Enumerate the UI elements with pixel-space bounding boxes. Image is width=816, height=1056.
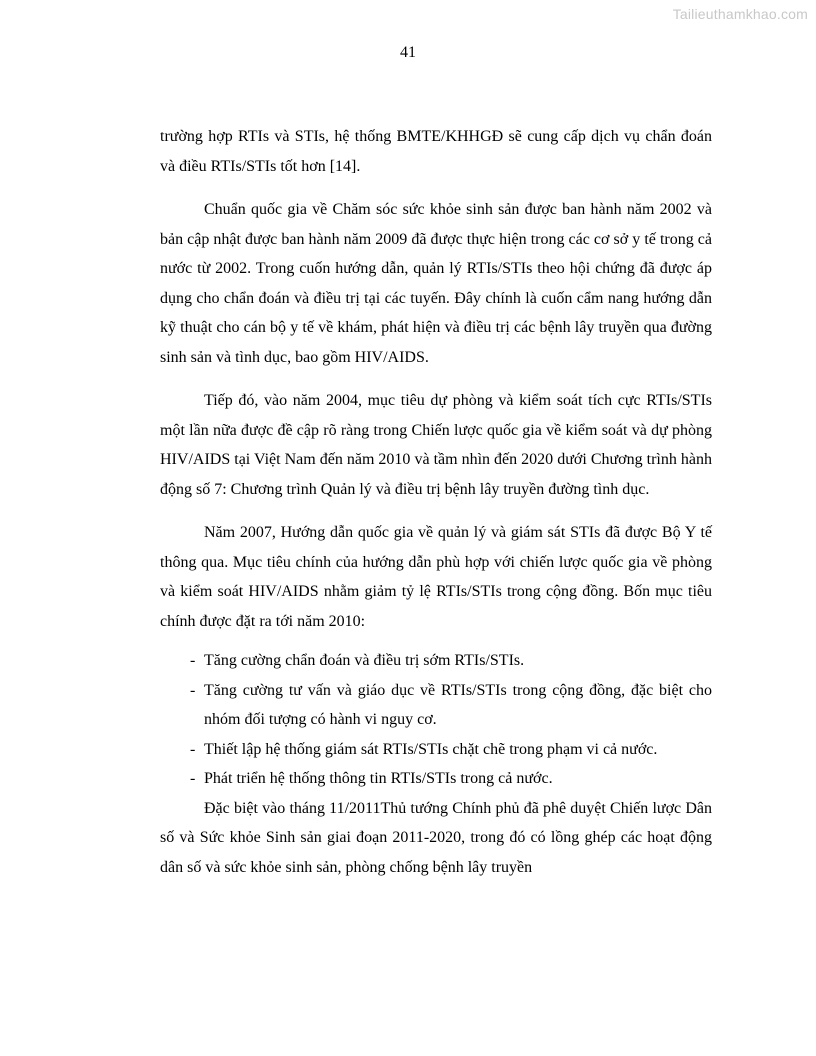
paragraph-4: Năm 2007, Hướng dẫn quốc gia về quản lý và giám sát STIs đã được Bộ Y tế thông qua. Mục tiêu chính của hướng dẫn phù hợp với chiến lược quốc gia về phòng và kiểm soát HIV/AIDS nhằm giảm tỷ lệ RTIs/STIs trong cộng đồng. Bốn mục tiêu chính được đặt ra tới năm 2010: [160,524,712,630]
list-item [160,646,712,676]
list-dash: - [190,770,196,787]
list-item-text: Tăng cường chẩn đoán và điều trị sớm RTIs/STIs. [204,652,525,669]
list-item-text: Phát triển hệ thống thông tin RTIs/STIs trong cả nước. [204,770,553,787]
list-item-text: Thiết lập hệ thống giám sát RTIs/STIs chặt chẽ trong phạm vi cả nước. [204,740,658,758]
list-dash: - [190,740,196,758]
list-item [160,676,712,735]
document-body [160,122,712,896]
list-item [160,735,712,765]
watermark: Tailieuthamkhao.com [672,6,808,22]
list-dash: - [190,652,196,669]
page-number: 41 [400,44,416,61]
paragraph-3: Tiếp đó, vào năm 2004, mục tiêu dự phòng và kiểm soát tích cực RTIs/STIs một lần nữa được đề cập rõ ràng trong Chiến lược quốc gia về kiểm soát và dự phòng HIV/AIDS tại Việt Nam đến năm 2010 và tầm nhìn đến 2020 dưới Chương trình hành động số 7: Chương trình Quản lý và điều trị bệnh lây truyền đường tình dục. [160,392,712,498]
paragraph-5: Đặc biệt vào tháng 11/2011Thủ tướng Chính phủ đã phê duyệt Chiến lược Dân số và Sức khỏe Sinh sản giai đoạn 2011-2020, trong đó có lồng ghép các hoạt động dân số và sức khỏe sinh sản, phòng chống bệnh lây truyền [160,799,712,876]
list-dash: - [190,681,196,699]
objectives-list [160,646,712,794]
list-item [160,764,712,794]
paragraph-1: trường hợp RTIs và STIs, hệ thống BMTE/KHHGĐ sẽ cung cấp dịch vụ chẩn đoán và điều RTIs/STIs tốt hơn [14]. [160,128,712,175]
list-item-text: Tăng cường tư vấn và giáo dục về RTIs/STIs trong cộng đồng, đặc biệt cho nhóm đối tượng có hành vi nguy cơ. [204,681,712,728]
paragraph-2: Chuẩn quốc gia về Chăm sóc sức khỏe sinh sản được ban hành năm 2002 và bản cập nhật được ban hành năm 2009 đã được thực hiện trong các cơ sở y tế trong cả nước từ 2002. Trong cuốn hướng dẫn, quản lý RTIs/STIs theo hội chứng đã được áp dụng cho chẩn đoán và điều trị tại các tuyến. Đây chính là cuốn cẩm nang hướng dẫn kỹ thuật cho cán bộ y tế về khám, phát hiện và điều trị các bệnh lây truyền qua đường sinh sản và tình dục, bao gồm HIV/AIDS. [160,201,712,366]
